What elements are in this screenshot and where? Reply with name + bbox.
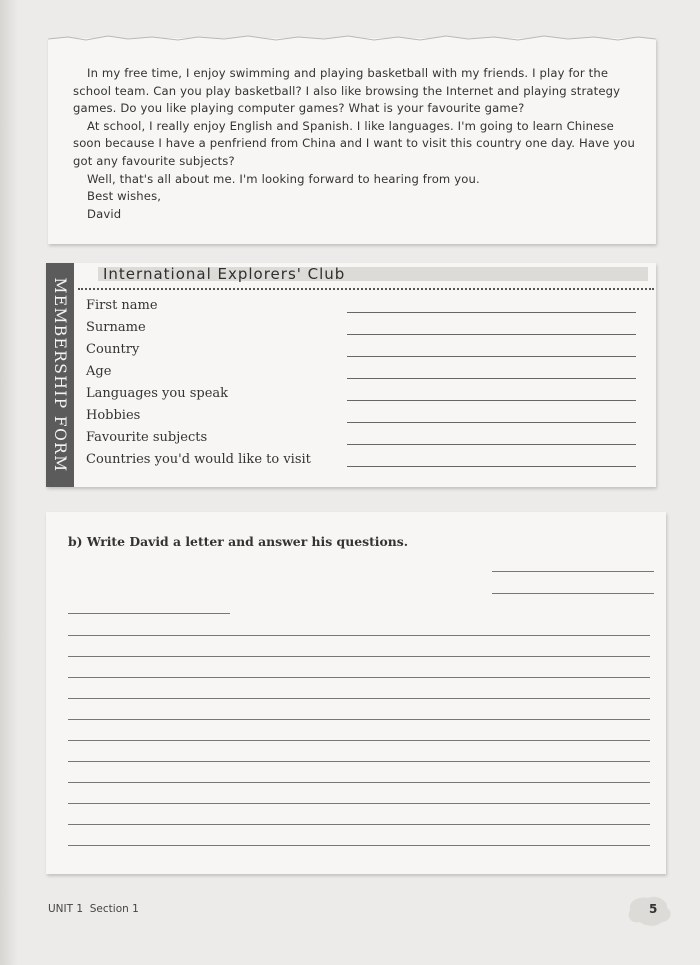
field-label: Age	[86, 364, 112, 379]
form-field-countries-to-visit	[86, 452, 646, 474]
answer-line[interactable]	[347, 422, 636, 423]
writing-line[interactable]	[68, 677, 650, 678]
field-label: Surname	[86, 320, 146, 335]
answer-line[interactable]	[347, 334, 636, 335]
date-line[interactable]	[492, 593, 654, 594]
field-label: Languages you speak	[86, 386, 229, 401]
membership-form-side-tab	[46, 263, 74, 487]
letter-paragraph: At school, I really enjoy English and Spanish. I like languages. I'm going to learn Chinese soon because I have a penfriend from China and I want to visit this country one day. Have you got any favourite subjects?	[73, 118, 635, 168]
letter-closing: Best wishes,	[87, 189, 162, 204]
writing-line[interactable]	[68, 740, 650, 741]
torn-paper-edge	[48, 32, 656, 46]
answer-line[interactable]	[347, 444, 636, 445]
page-number-badge	[620, 890, 676, 930]
dotted-divider	[78, 288, 654, 290]
writing-line[interactable]	[68, 803, 650, 804]
footer-unit-label	[48, 903, 139, 915]
membership-form-side-label: MEMBERSHIP FORM	[51, 277, 69, 473]
form-field-surname	[86, 320, 646, 342]
page-binding-shadow	[0, 0, 18, 965]
letter-paragraph: In my free time, I enjoy swimming and playing basketball with my friends. I play for the school team. Can you play basketball? I also like browsing the Internet and playing strategy games. Do you like playing computer games? What is your favourite game?	[73, 66, 621, 116]
field-label: Country	[86, 342, 140, 357]
field-label: Hobbies	[86, 408, 141, 423]
writing-panel	[46, 512, 666, 874]
answer-line[interactable]	[347, 356, 636, 357]
task-instruction: b) Write David a letter and answer his questions.	[68, 534, 409, 549]
writing-line[interactable]	[68, 635, 650, 636]
form-title: International Explorers' Club	[103, 265, 346, 283]
writing-line[interactable]	[68, 845, 650, 846]
answer-line[interactable]	[347, 466, 636, 467]
ink-splash-icon	[620, 890, 676, 930]
address-line[interactable]	[492, 571, 654, 572]
form-field-favourite-subjects	[86, 430, 646, 452]
form-field-hobbies	[86, 408, 646, 430]
greeting-line[interactable]	[68, 613, 230, 614]
writing-line[interactable]	[68, 656, 650, 657]
letter-panel	[48, 38, 656, 244]
letter-paragraph: Well, that's all about me. I'm looking forward to hearing from you.	[87, 171, 480, 186]
answer-line[interactable]	[347, 312, 636, 313]
field-label: Countries you'd would like to visit	[86, 452, 311, 467]
writing-line[interactable]	[68, 761, 650, 762]
membership-form	[46, 263, 656, 487]
field-label: Favourite subjects	[86, 430, 208, 445]
footer-section: Section 1	[89, 903, 139, 915]
writing-line[interactable]	[68, 824, 650, 825]
answer-line[interactable]	[347, 378, 636, 379]
letter-body	[73, 65, 643, 223]
letter-signature: David	[87, 206, 122, 221]
form-field-age	[86, 364, 646, 386]
answer-line[interactable]	[347, 400, 636, 401]
writing-line[interactable]	[68, 719, 650, 720]
page-number: 5	[649, 902, 658, 916]
form-field-country	[86, 342, 646, 364]
writing-line[interactable]	[68, 698, 650, 699]
field-label: First name	[86, 298, 158, 313]
footer-unit: UNIT 1	[48, 903, 84, 915]
form-field-languages	[86, 386, 646, 408]
writing-line[interactable]	[68, 782, 650, 783]
form-field-first-name	[86, 298, 646, 320]
